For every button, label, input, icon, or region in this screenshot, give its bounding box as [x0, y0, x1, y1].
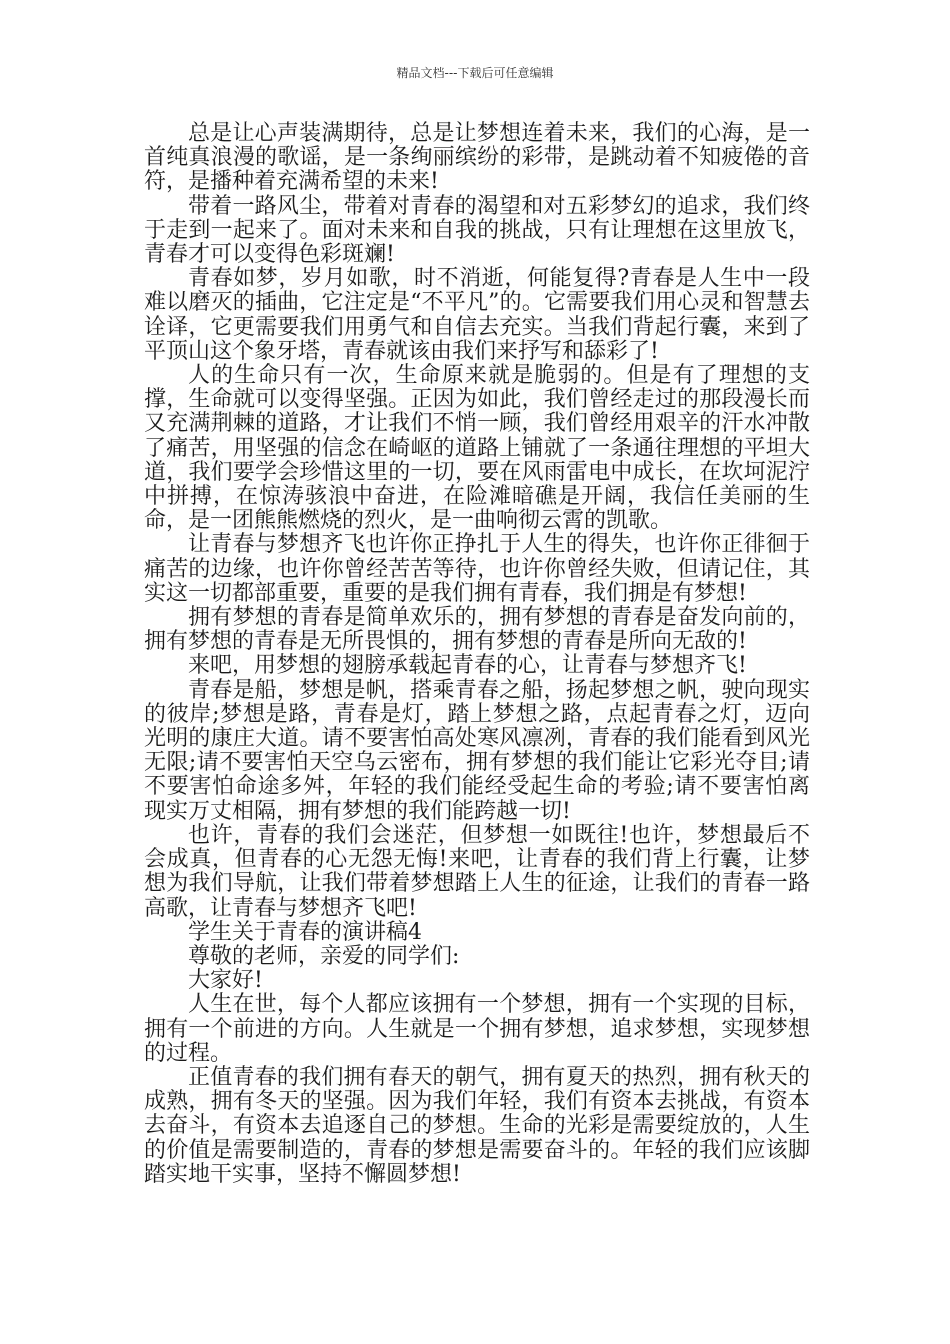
paragraph: 总是让心声装满期待，总是让梦想连着未来，我们的心海，是一首纯真浪漫的歌谣，是一条绚丽缤纷的彩带，是跳动着不知疲倦的音符，是播种着充满希望的未来! — [144, 121, 810, 195]
paragraph: 青春是船，梦想是帆，搭乘青春之船，扬起梦想之帆，驶向现实的彼岸;梦想是路，青春是灯，踏上梦想之路，点起青春之灯，迈向光明的康庄大道。请不要害怕高处寒风凛冽，青春的我们能看到风光无限;请不要害怕天空乌云密布，拥有梦想的我们能让它彩光夺目;请不要害怕命途多舛，年轻的我们能经受起生命的考验;请不要害怕离现实万丈相隔，拥有梦想的我们能跨越一切! — [144, 677, 810, 824]
paragraph: 也许，青春的我们会迷茫，但梦想一如既往!也许，梦想最后不会成真，但青春的心无怨无悔!来吧，让青春的我们背上行囊，让梦想为我们导航，让我们带着梦想踏上人生的征途，让我们的青春一路高歌，让青春与梦想齐飞吧! — [144, 822, 810, 921]
document-body — [144, 122, 810, 1187]
salutation: 尊敬的老师，亲爱的同学们: — [188, 943, 460, 969]
page-header: 精品文档---下载后可任意编辑 — [396, 66, 554, 80]
section-title: 学生关于青春的演讲稿4 — [188, 919, 422, 945]
paragraph: 正值青春的我们拥有春天的朝气，拥有夏天的热烈，拥有秋天的成熟，拥有冬天的坚强。因为我们年轻，我们有资本去挑战，有资本去奋斗，有资本去追逐自己的梦想。生命的光彩是需要绽放的，人生的价值是需要制造的，青春的梦想是需要奋斗的。年轻的我们应该脚踏实地干实事，坚持不懈圆梦想! — [144, 1064, 810, 1187]
paragraph: 拥有梦想的青春是简单欢乐的，拥有梦想的青春是奋发向前的，拥有梦想的青春是无所畏惧的，拥有梦想的青春是所向无敌的! — [144, 605, 810, 655]
paragraph: 让青春与梦想齐飞也许你正挣扎于人生的得失，也许你正徘徊于痛苦的边缘，也许你曾经苦苦等待，也许你曾经失败，但请记住，其实这一切都部重要，重要的是我们拥有青春，我们拥是有梦想! — [144, 532, 810, 606]
paragraph: 人的生命只有一次，生命原来就是脆弱的。但是有了理想的支撑，生命就可以变得坚强。正因为如此，我们曾经走过的那段漫长而又充满荆棘的道路，才让我们不悄一顾，我们曾经用艰辛的汗水冲散了痛苦，用坚强的信念在崎岖的道路上铺就了一条通往理想的平坦大道，我们要学会珍惜这里的一切，要在风雨雷电中成长，在坎坷泥泞中拼搏，在惊涛骇浪中奋进，在险滩暗礁是开阔，我信任美丽的生命，是一团熊熊燃烧的烈火，是一曲响彻云霄的凯歌。 — [144, 363, 810, 534]
paragraph: 人生在世，每个人都应该拥有一个梦想，拥有一个实现的目标，拥有一个前进的方向。人生就是一个拥有梦想，追求梦想，实现梦想的过程。 — [144, 992, 810, 1066]
paragraph: 带着一路风尘，带着对青春的渴望和对五彩梦幻的追求，我们终于走到一起来了。面对未来和自我的挑战，只有让理想在这里放飞，青春才可以变得色彩斑斓! — [144, 193, 810, 268]
paragraph: 来吧，用梦想的翅膀承载起青春的心，让青春与梦想齐飞! — [188, 653, 747, 679]
greeting: 大家好! — [188, 968, 263, 994]
paragraph: 青春如梦，岁月如歌，时不消逝，何能复得?青春是人生中一段难以磨灭的插曲，它注定是“不平凡”的。它需要我们用心灵和智慧去诠译，它更需要我们用勇气和自信去充实。当我们背起行囊，来到了平顶山这个象牙塔，青春就该由我们来抒写和舔彩了! — [144, 266, 810, 364]
